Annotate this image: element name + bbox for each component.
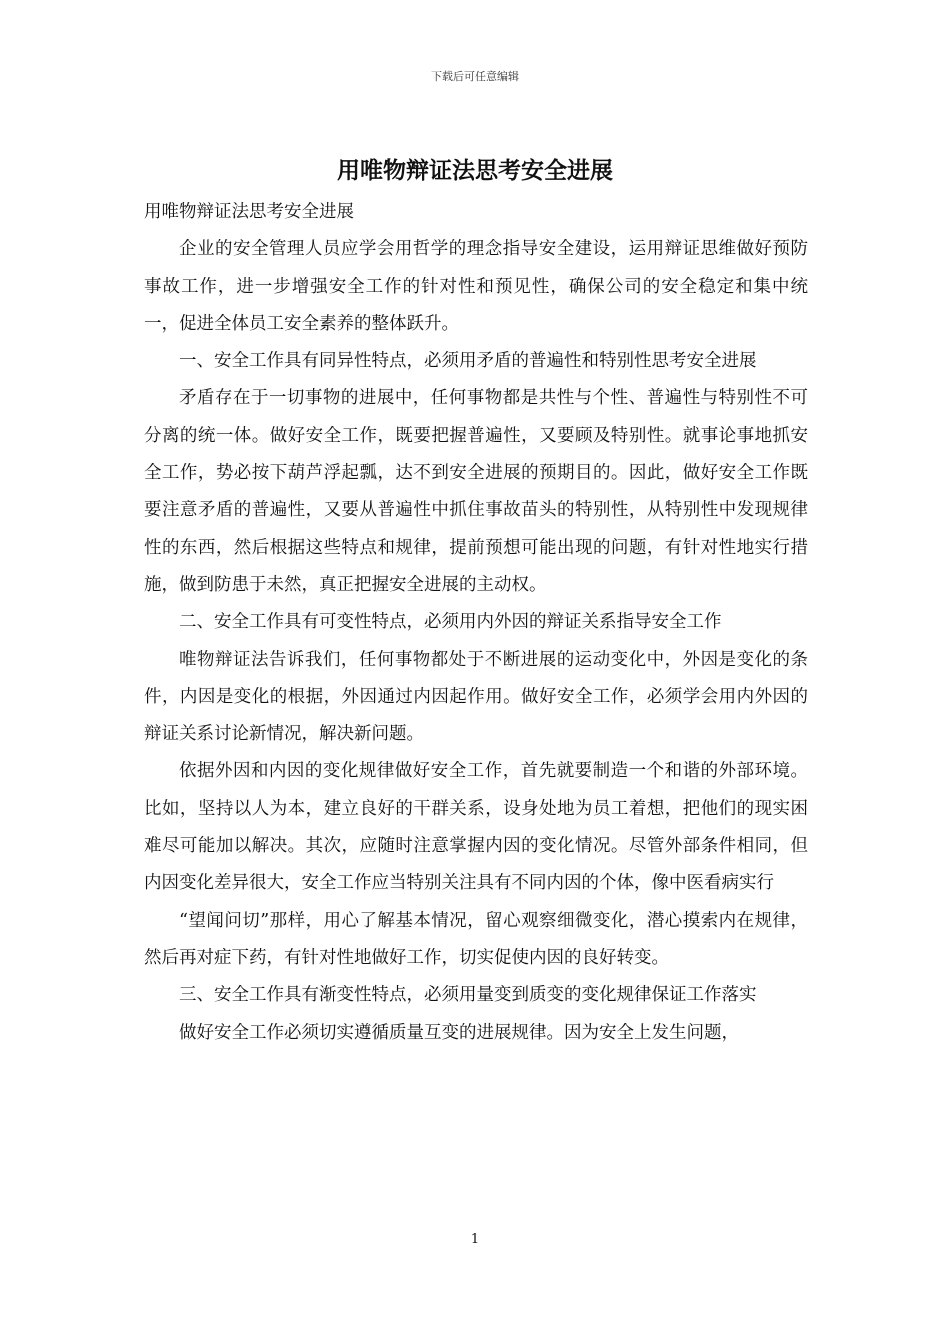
section-heading: 一、安全工作具有同异性特点，必须用矛盾的普遍性和特别性思考安全进展: [179, 351, 757, 372]
section-heading: 二、安全工作具有可变性特点，必须用内外因的辩证关系指导安全工作: [179, 612, 722, 633]
paragraph: 企业的安全管理人员应学会用哲学的理念指导安全建设，运用辩证思维做好预防事故工作，进一步增强安全工作的针对性和预见性，确保公司的安全稳定和集中统一，促进全体员工安全素养的整体跃升。: [144, 239, 808, 334]
document-body: [144, 194, 808, 1052]
paragraph: 做好安全工作必须切实遵循质量互变的进展规律。因为安全上发生问题，: [179, 1022, 739, 1043]
document-subtitle: 用唯物辩证法思考安全进展: [144, 202, 354, 222]
document-title: 用唯物辩证法思考安全进展: [337, 157, 613, 184]
paragraph: “望闻问切”那样，用心了解基本情况，留心观察细微变化，潜心摸索内在规律，然后再对症下药，有针对性地做好工作，切实促使内因的良好转变。: [144, 910, 808, 968]
header-note: 下载后可任意编辑: [431, 70, 519, 83]
paragraph: 矛盾存在于一切事物的进展中，任何事物都是共性与个性、普遍性与特别性不可分离的统一体。做好安全工作，既要把握普遍性，又要顾及特别性。就事论事地抓安全工作，势必按下葫芦浮起瓢，达不到安全进展的预期目的。因此，做好安全工作既要注意矛盾的普遍性，又要从普遍性中抓住事故苗头的特别性，从特别性中发现规律性的东西，然后根据这些特点和规律，提前预想可能出现的问题，有针对性地实行措施，做到防患于未然，真正把握安全进展的主动权。: [144, 388, 808, 595]
paragraph: 依据外因和内因的变化规律做好安全工作，首先就要制造一个和谐的外部环境。比如，坚持以人为本，建立良好的干群关系，设身处地为员工着想，把他们的现实困难尽可能加以解决。其次，应随时注意掌握内因的变化情况。尽管外部条件相同，但内因变化差异很大，安全工作应当特别关注具有不同内因的个体，像中医看病实行: [144, 761, 808, 894]
page-number: 1: [470, 1232, 480, 1247]
section-heading: 三、安全工作具有渐变性特点，必须用量变到质变的变化规律保证工作落实: [179, 985, 757, 1006]
paragraph: 唯物辩证法告诉我们，任何事物都处于不断进展的运动变化中，外因是变化的条件，内因是变化的根据，外因通过内因起作用。做好安全工作，必须学会用内外因的辩证关系讨论新情况，解决新问题。: [144, 649, 808, 745]
